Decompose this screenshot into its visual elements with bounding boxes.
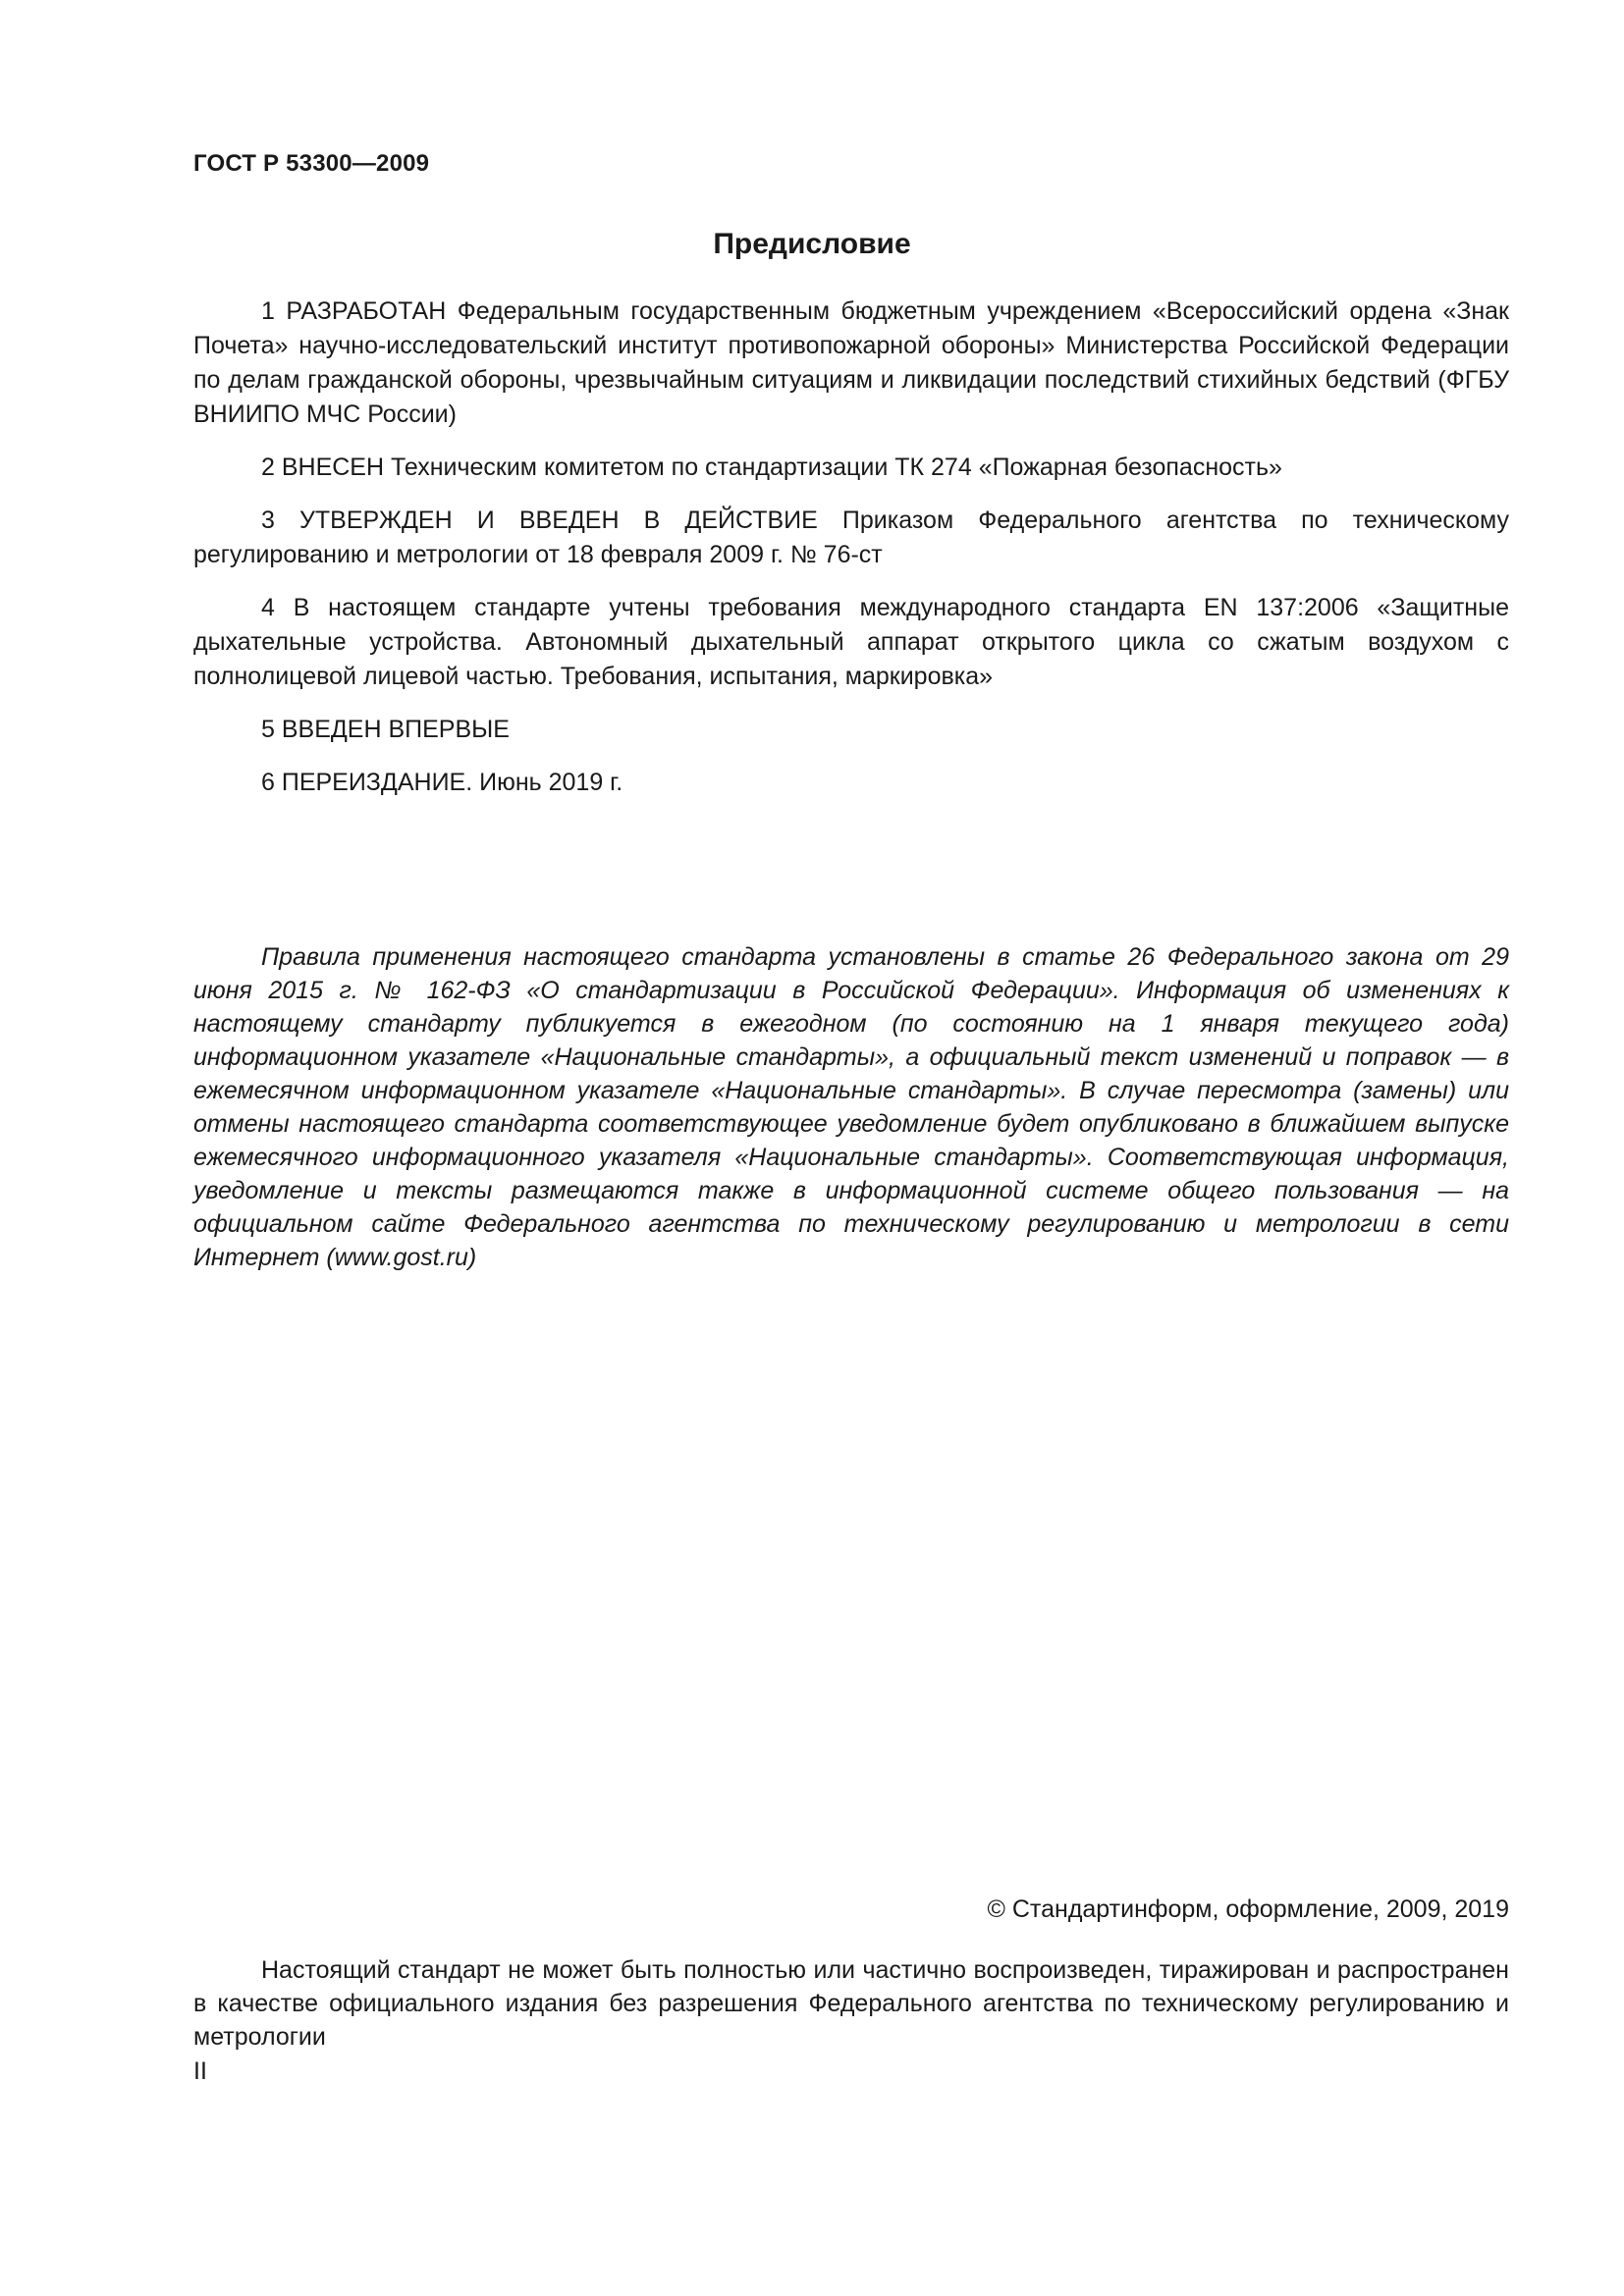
reproduction-notice: Настоящий стандарт не может быть полностью или частично воспроизведен, тиражирован и распространен в качестве официального издания без разрешения Федерального агентства по техническому регулированию и метрологии: [193, 1956, 1509, 2051]
document-id: ГОСТ Р 53300—2009: [193, 150, 430, 177]
foreword-item-4: 4 В настоящем стандарте учтены требования международного стандарта EN 137:2006 «Защитные дыхательные устройства. Автономный дыхательный аппарат открытого цикла со сжатым воздухом с полнолицевой лицевой частью. Требования, испытания, маркировка»: [193, 594, 1509, 690]
page-title: Предисловие: [713, 228, 911, 260]
copyright-line: © Стандартинформ, оформление, 2009, 2019: [987, 1896, 1509, 1923]
foreword-item-6: 6 ПЕРЕИЗДАНИЕ. Июнь 2019 г.: [261, 769, 623, 796]
foreword-items: [193, 294, 1509, 819]
page-number: II: [193, 2057, 207, 2085]
foreword-item-3: 3 УТВЕРЖДЕН И ВВЕДЕН В ДЕЙСТВИЕ Приказом Федерального агентства по техническому регулированию и метрологии от 18 февраля 2009 г. № 76-ст: [193, 507, 1509, 568]
foreword-item-1: 1 РАЗРАБОТАН Федеральным государственным бюджетным учреждением «Всероссийский ордена «Знак Почета» научно-исследовательский институт противопожарной обороны» Министерства Российской Федерации по делам гражданской обороны, чрезвычайным ситуациям и ликвидации последствий стихийных бедствий (ФГБУ ВНИИПО МЧС России): [193, 297, 1509, 428]
foreword-item-2: 2 ВНЕСЕН Техническим комитетом по стандартизации ТК 274 «Пожарная безопасность»: [261, 454, 1282, 481]
foreword-item-5: 5 ВВЕДЕН ВПЕРВЫЕ: [261, 716, 510, 743]
application-rules-note: Правила применения настоящего стандарта установлены в статье 26 Федерального закона от 29 июня 2015 г. № 162-ФЗ «О стандартизации в Российской Федерации». Информация об изменениях к настоящему стандарту публикуется в ежегодном (по состоянию на 1 января текущего года) информационном указателе «Национальные стандарты», а официальный текст изменений и поправок — в ежемесячном информационном указателе «Национальные стандарты». В случае пересмотра (замены) или отмены настоящего стандарта соответствующее уведомление будет опубликовано в ближайшем выпуске ежемесячного информационного указателя «Национальные стандарты». Соответствующая информация, уведомление и тексты размещаются также в информационной системе общего пользования — на официальном сайте Федерального агентства по техническому регулированию и метрологии в сети Интернет (www.gost.ru): [193, 943, 1509, 1271]
